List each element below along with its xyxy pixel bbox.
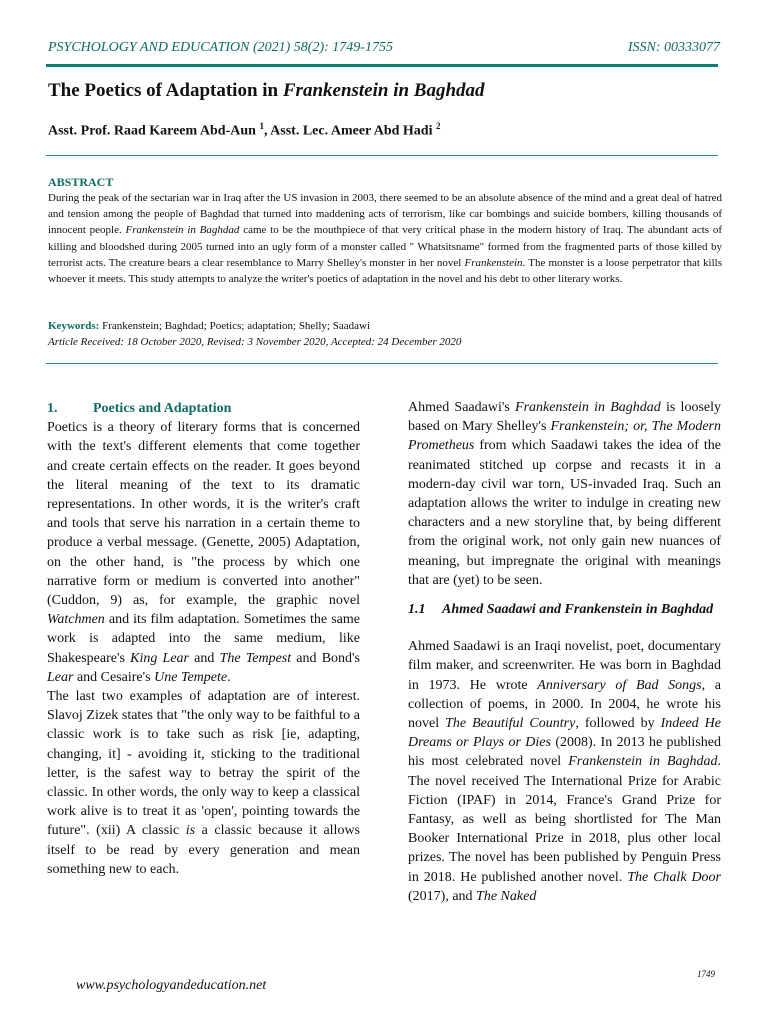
text-run: . The novel received The International Prize for Arabic Fiction (IPAF) in 2014, France's Grand Prize for Fantasy, as well as being shortlisted for The Man Booker International Prize in 2018, plus other local prizes. The novel has been published by Penguin Press in 2018. He published another novel. bbox=[408, 754, 721, 885]
right-column bbox=[408, 398, 721, 906]
text-run: The last two examples of adaptation are of interest. Slavoj Zizek states that "the only way to be faithful to a classic work is to take such as risk [ie, adapting, changing, it] - avoiding it, sticking to the traditional letter, is the safest way to betray the spirit of the classic. In other words, the only way to keep a classical work alive is to treat it as 'open', pointing towards the future". (xii) A classic bbox=[47, 689, 360, 839]
text-run: Ahmed Saadawi is an Iraqi novelist, poet, documentary film maker, and screenwriter. He was born in Baghdad in 1973. He wrote bbox=[408, 639, 721, 693]
paragraph bbox=[408, 398, 721, 590]
author-1-affiliation: 1 bbox=[259, 121, 264, 131]
text-run: (2017), and bbox=[408, 888, 477, 904]
italic-run: Frankenstein; or, The Modern Prometheus bbox=[408, 419, 721, 454]
text-run: . bbox=[227, 669, 231, 685]
italic-run: Une Tempete bbox=[154, 669, 228, 685]
article-dates: Article Received: 18 October 2020, Revised: 3 November 2020, Accepted: 24 December 2020 bbox=[48, 336, 462, 348]
italic-run: Frankenstein in Baghdad bbox=[568, 754, 718, 770]
text-run: from which Saadawi takes the idea of the reanimated stitched up corpse and recasts it in a modern-day civil war torn, US-invaded Iraq. Such an adaptation allows the writer to indulge in creating new characters and a new storyline that, by being different from the original work, not only gain new nuances of meaning, but impregnate the original with meanings that are (yet) to be seen. bbox=[408, 438, 721, 588]
abstract-text-1: During the peak of the sectarian war in Iraq after the US invasion in 2003, there seemed to be an absolute absence of the mind and a great deal of hatred and tension among the people of Baghdad that turned into maddening acts of terrorism, like car bombings and suicide bombers, killing thousands of innocent people. bbox=[48, 192, 722, 237]
italic-run: The Chalk Door bbox=[627, 869, 721, 885]
paragraph bbox=[47, 687, 360, 879]
journal-citation: PSYCHOLOGY AND EDUCATION (2021) 58(2): 1749-1755 bbox=[48, 40, 393, 55]
text-run: and Cesaire's bbox=[73, 669, 155, 685]
section-1-1-number: 1.1 bbox=[408, 602, 426, 618]
text-run: and bbox=[188, 650, 220, 666]
paragraph bbox=[47, 418, 360, 687]
section-1-heading bbox=[47, 399, 360, 418]
header-rule bbox=[46, 64, 718, 67]
text-run: Ahmed Saadawi's bbox=[408, 400, 516, 415]
section-1-title: Poetics and Adaptation bbox=[93, 401, 232, 416]
italic-run: Watchmen bbox=[47, 612, 105, 628]
abstract-heading: ABSTRACT bbox=[48, 175, 114, 189]
text-run: (2008). In 2013 he published his most celebrated novel bbox=[408, 735, 721, 770]
text-run: and Bond's bbox=[291, 650, 361, 666]
author-line bbox=[48, 121, 720, 140]
footer-url[interactable]: www.psychologyandeducation.net bbox=[76, 978, 267, 993]
abstract-body bbox=[48, 190, 722, 287]
title-prefix: The Poetics of Adaptation in bbox=[48, 80, 283, 101]
author-2: , Asst. Lec. Ameer Abd Hadi bbox=[263, 123, 436, 139]
authors-rule bbox=[46, 155, 718, 156]
text-run: a classic because it allows itself to be read by every generation and mean something new to each. bbox=[47, 823, 360, 877]
left-column bbox=[47, 399, 360, 879]
italic-run: Anniversary of Bad Songs bbox=[537, 677, 702, 693]
italic-run: Lear bbox=[47, 669, 74, 685]
text-run: and its film adaptation. Sometimes the same work is adapted into the same medium, like Shakespeare's bbox=[47, 612, 360, 666]
italic-run: The Naked bbox=[476, 888, 537, 904]
author-2-affiliation: 2 bbox=[435, 121, 441, 131]
italic-run: Indeed He Dreams or Plays or Dies bbox=[408, 716, 722, 751]
keywords-text: Frankenstein; Baghdad; Poetics; adaptation; Shelly; Saadawi bbox=[99, 320, 370, 332]
italic-run: King Lear bbox=[130, 650, 189, 666]
italic-run: Frankenstein in Baghdad bbox=[515, 400, 661, 415]
text-run: , a collection of poems, in 2000. In 2004, he wrote his novel bbox=[408, 677, 721, 732]
section-1-1-heading bbox=[408, 600, 721, 619]
text-run: Poetics is a theory of literary forms that is concerned with the text's different elements that come together and create certain effects on the reader. It goes beyond the literal meaning of the text to its dramatic representations. In other words, it is the writer's craft and tools that serve his narration in a certain theme to produce a verbal message. (Genette, 2005) Adaptation, on the other hand, is "the process by which one narrative form or medium is converted into another" (Cuddon, 9) as, for example, the graphic novel bbox=[47, 420, 360, 609]
abstract-italic-2: Frankenstein bbox=[464, 256, 523, 269]
paper-title bbox=[48, 80, 720, 102]
italic-run: The Beautiful Country bbox=[445, 716, 576, 732]
issn: ISSN: 00333077 bbox=[627, 40, 720, 55]
section-1-number: 1. bbox=[47, 401, 58, 416]
text-run: is loosely based on Mary Shelley's bbox=[408, 400, 722, 435]
abstract-text-2: came to be the mouthpiece of that very critical phase in the modern history of Iraq. The abundant acts of killing and bloodshed during 2005 turned into an ugly form of a monster called " Whatsitsname" formed from the fragmented parts of those killed by terrorist acts. The creature bears a clear resemblance to Marry Shelley's monster in her novel bbox=[48, 224, 722, 269]
running-header bbox=[48, 40, 720, 56]
paragraph bbox=[408, 637, 721, 906]
abstract-text-3: . The monster is a loose perpetrator that kills whoever it meets. This study attempts to analyze the writer's poetics of adaptation in the novel and his debt to other literary works. bbox=[48, 256, 722, 286]
keywords-label: Keywords: bbox=[48, 320, 100, 332]
text-run: , followed by bbox=[575, 716, 661, 732]
abstract-italic-1: Frankenstein in Baghdad bbox=[125, 224, 240, 237]
italic-run: is bbox=[185, 823, 196, 839]
section-1-1-title: Ahmed Saadawi and Frankenstein in Baghdad bbox=[442, 602, 714, 618]
author-1: Asst. Prof. Raad Kareem Abd-Aun bbox=[48, 123, 260, 139]
page-number: 1749 bbox=[697, 969, 715, 979]
abstract-rule bbox=[46, 363, 718, 364]
title-italic: Frankenstein in Baghdad bbox=[282, 80, 485, 101]
keywords bbox=[48, 320, 720, 332]
italic-run: The Tempest bbox=[219, 650, 292, 666]
